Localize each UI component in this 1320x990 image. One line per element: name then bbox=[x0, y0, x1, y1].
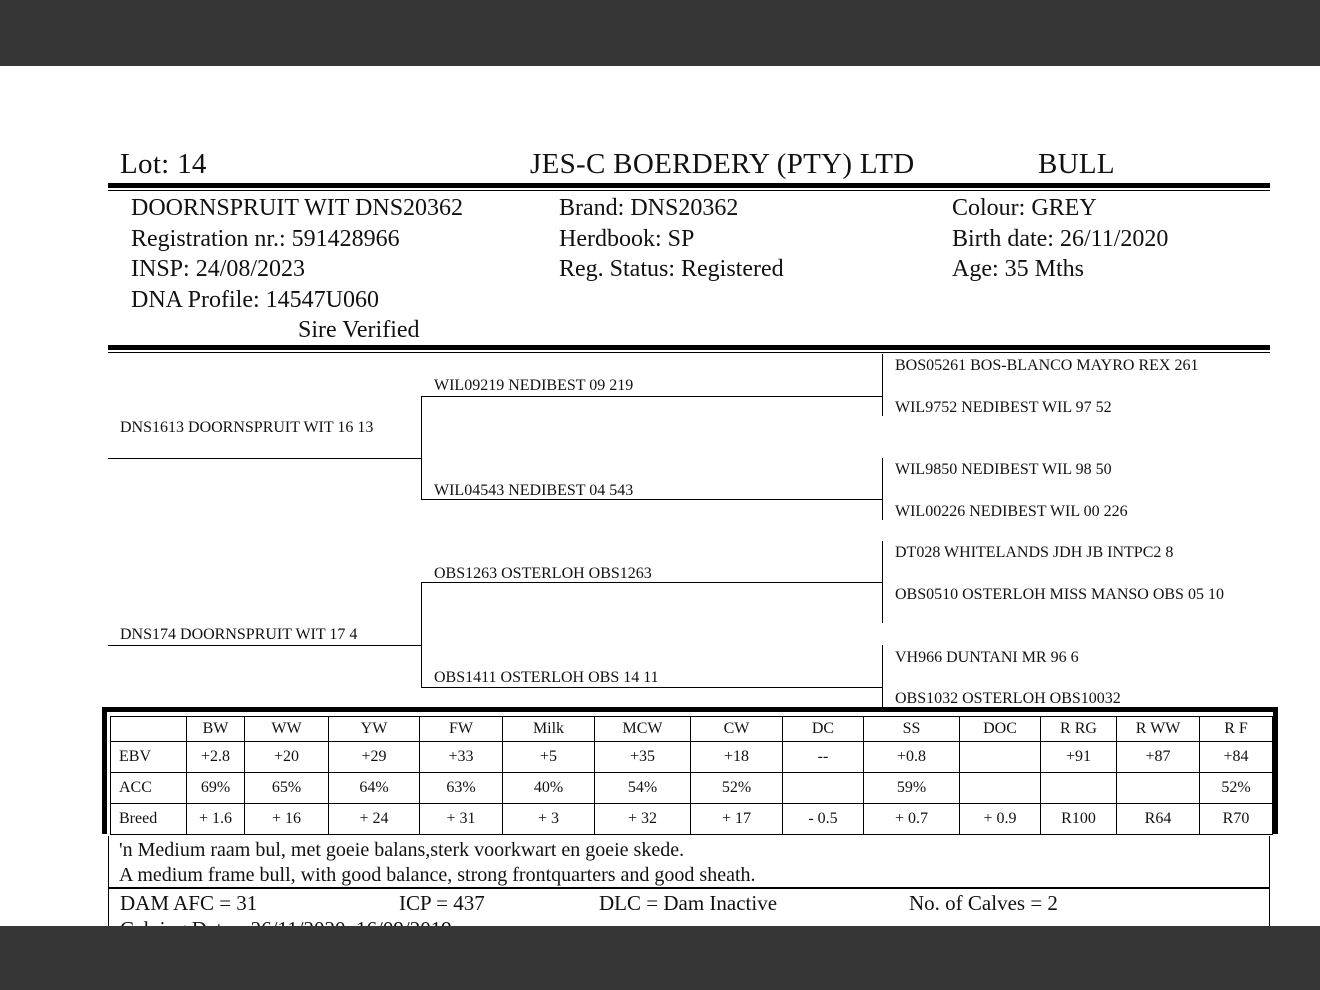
table-cell: +29 bbox=[329, 742, 420, 773]
table-cell bbox=[960, 773, 1041, 804]
gg-6: OBS0510 OSTERLOH MISS MANSO OBS 05 10 bbox=[895, 586, 1224, 603]
gg-8: OBS1032 OSTERLOH OBS10032 bbox=[895, 690, 1121, 707]
table-cell: 52% bbox=[691, 773, 783, 804]
table-cell: +33 bbox=[420, 742, 503, 773]
registration-number: Registration nr.: 591428966 bbox=[131, 225, 400, 252]
table-cell: 64% bbox=[329, 773, 420, 804]
dam-sire-line bbox=[421, 582, 883, 583]
col-header: R RG bbox=[1041, 717, 1117, 742]
col-header: MCW bbox=[595, 717, 691, 742]
breeder-name: JES-C BOERDERY (PTY) LTD bbox=[530, 148, 915, 180]
table-cell: 54% bbox=[595, 773, 691, 804]
table-cell: 69% bbox=[187, 773, 245, 804]
dam-stats bbox=[108, 888, 1270, 928]
sire-line bbox=[108, 458, 422, 459]
col-header: R WW bbox=[1117, 717, 1200, 742]
table-cell: R100 bbox=[1041, 804, 1117, 835]
sire-verified: Sire Verified bbox=[298, 317, 420, 343]
table-cell: + 16 bbox=[245, 804, 329, 835]
dam-bracket bbox=[421, 582, 422, 687]
table-cell: + 17 bbox=[691, 804, 783, 835]
info-rule-thin bbox=[108, 352, 1270, 353]
pedigree-sire: DNS1613 DOORNSPRUIT WIT 16 13 bbox=[120, 419, 374, 436]
row-label: ACC bbox=[111, 773, 187, 804]
table-cell: + 24 bbox=[329, 804, 420, 835]
acc-row bbox=[111, 773, 1273, 804]
dam-dlc: DLC = Dam Inactive bbox=[599, 891, 778, 915]
col-header: WW bbox=[245, 717, 329, 742]
dna-profile: DNA Profile: 14547U060 bbox=[131, 286, 379, 313]
sire-sire-line bbox=[421, 396, 883, 397]
header-rule bbox=[108, 183, 1270, 188]
table-cell: +91 bbox=[1041, 742, 1117, 773]
info-col-1 bbox=[131, 193, 463, 346]
gg-bracket-2 bbox=[882, 458, 883, 520]
sire-dam-line bbox=[421, 499, 883, 500]
table-cell bbox=[1041, 773, 1117, 804]
col-header bbox=[111, 717, 187, 742]
gg-2: WIL9752 NEDIBEST WIL 97 52 bbox=[895, 399, 1112, 416]
herdbook: Herdbook: SP bbox=[559, 225, 695, 252]
ebv-row bbox=[111, 742, 1273, 773]
age: Age: 35 Mths bbox=[952, 256, 1084, 282]
viewer-bottom-bar bbox=[0, 926, 1320, 990]
pedigree-dam-dam: OBS1411 OSTERLOH OBS 14 11 bbox=[434, 669, 659, 686]
sire-bracket bbox=[421, 396, 422, 500]
viewer-top-bar bbox=[0, 0, 1320, 66]
table-cell: +2.8 bbox=[187, 742, 245, 773]
table-cell bbox=[960, 742, 1041, 773]
brand: Brand: DNS20362 bbox=[559, 195, 739, 221]
pedigree-sire-sire: WIL09219 NEDIBEST 09 219 bbox=[434, 377, 634, 394]
table-cell: +84 bbox=[1200, 742, 1273, 773]
table-cell: + 31 bbox=[420, 804, 503, 835]
remarks-box bbox=[108, 836, 1270, 888]
info-col-2 bbox=[559, 193, 784, 285]
remarks-english: A medium frame bull, with good balance, strong frontquarters and good sheath. bbox=[119, 864, 756, 886]
ebv-header-row bbox=[111, 717, 1273, 742]
col-header: Milk bbox=[503, 717, 595, 742]
table-cell: + 32 bbox=[595, 804, 691, 835]
col-header: YW bbox=[329, 717, 420, 742]
table-cell: + 0.9 bbox=[960, 804, 1041, 835]
col-header: SS bbox=[864, 717, 960, 742]
table-cell: + 1.6 bbox=[187, 804, 245, 835]
gg-bracket-1 bbox=[882, 354, 883, 416]
inspection-date: INSP: 24/08/2023 bbox=[131, 256, 306, 282]
table-cell bbox=[1117, 773, 1200, 804]
col-header: DOC bbox=[960, 717, 1041, 742]
table-cell: 63% bbox=[420, 773, 503, 804]
table-cell: - 0.5 bbox=[783, 804, 864, 835]
table-cell: +87 bbox=[1117, 742, 1200, 773]
table-cell: 65% bbox=[245, 773, 329, 804]
pedigree-dam: DNS174 DOORNSPRUIT WIT 17 4 bbox=[120, 626, 358, 643]
dam-icp: ICP = 437 bbox=[399, 891, 485, 915]
col-header: FW bbox=[420, 717, 503, 742]
table-cell: +5 bbox=[503, 742, 595, 773]
pedigree-dam-sire: OBS1263 OSTERLOH OBS1263 bbox=[434, 565, 652, 582]
gg-bracket-4 bbox=[882, 645, 883, 707]
table-cell: +0.8 bbox=[864, 742, 960, 773]
animal-type: BULL bbox=[1038, 148, 1115, 180]
birth-date: Birth date: 26/11/2020 bbox=[952, 225, 1169, 252]
reg-status: Reg. Status: Registered bbox=[559, 256, 784, 282]
header-rule-thin bbox=[108, 190, 1270, 191]
dam-calves: No. of Calves = 2 bbox=[909, 891, 1058, 915]
remarks-afrikaans: 'n Medium raam bul, met goeie balans,sterk voorkwart en goeie skede. bbox=[119, 839, 685, 861]
col-header: BW bbox=[187, 717, 245, 742]
col-header: DC bbox=[783, 717, 864, 742]
row-label: Breed bbox=[111, 804, 187, 835]
ebv-table bbox=[110, 716, 1273, 835]
colour: Colour: GREY bbox=[952, 195, 1097, 221]
dam-dam-line bbox=[421, 687, 883, 688]
table-cell: +35 bbox=[595, 742, 691, 773]
table-cell: 52% bbox=[1200, 773, 1273, 804]
lot-number: Lot: 14 bbox=[120, 148, 207, 180]
row-label: EBV bbox=[111, 742, 187, 773]
table-cell: + 3 bbox=[503, 804, 595, 835]
gg-3: WIL9850 NEDIBEST WIL 98 50 bbox=[895, 461, 1112, 478]
breed-row bbox=[111, 804, 1273, 835]
table-cell: 40% bbox=[503, 773, 595, 804]
dam-afc: DAM AFC = 31 bbox=[120, 891, 258, 915]
table-cell bbox=[783, 773, 864, 804]
dam-line bbox=[108, 645, 422, 646]
table-cell: -- bbox=[783, 742, 864, 773]
info-rule bbox=[108, 345, 1270, 350]
pedigree-sire-dam: WIL04543 NEDIBEST 04 543 bbox=[434, 482, 634, 499]
gg-7: VH966 DUNTANI MR 96 6 bbox=[895, 649, 1079, 666]
table-cell: R64 bbox=[1117, 804, 1200, 835]
animal-name: DOORNSPRUIT WIT DNS20362 bbox=[131, 195, 464, 221]
col-header: CW bbox=[691, 717, 783, 742]
gg-1: BOS05261 BOS-BLANCO MAYRO REX 261 bbox=[895, 357, 1199, 374]
gg-5: DT028 WHITELANDS JDH JB INTPC2 8 bbox=[895, 544, 1174, 561]
info-col-3 bbox=[952, 193, 1168, 285]
col-header: R F bbox=[1200, 717, 1273, 742]
table-cell: R70 bbox=[1200, 804, 1273, 835]
table-cell: 59% bbox=[864, 773, 960, 804]
table-cell: + 0.7 bbox=[864, 804, 960, 835]
table-cell: +20 bbox=[245, 742, 329, 773]
table-cell: +18 bbox=[691, 742, 783, 773]
gg-4: WIL00226 NEDIBEST WIL 00 226 bbox=[895, 503, 1128, 520]
